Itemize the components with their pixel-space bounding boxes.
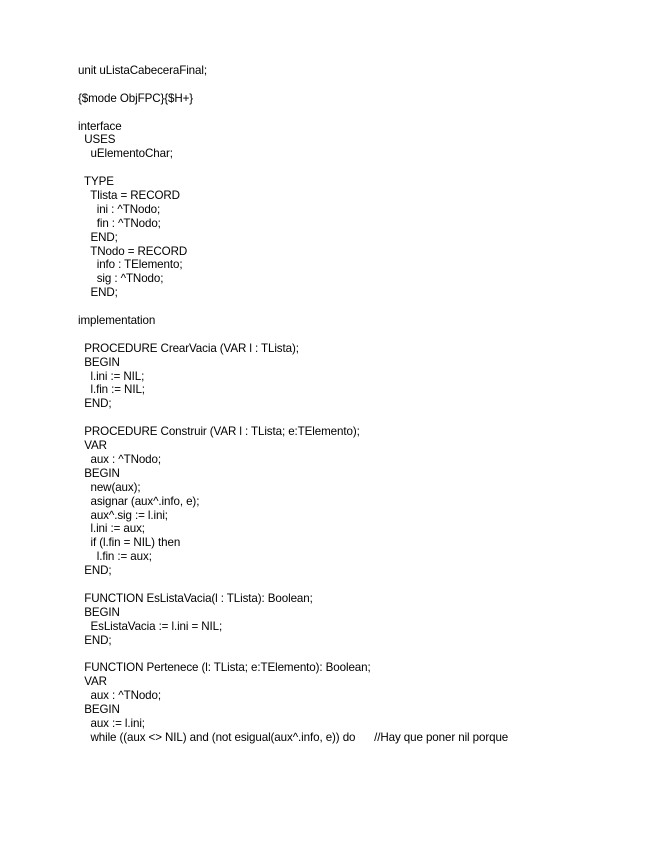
code-line: l.fin := NIL; — [78, 383, 145, 397]
code-line: aux := l.ini; — [78, 716, 145, 730]
code-line — [78, 106, 638, 120]
code-line: aux : ^TNodo; — [78, 689, 162, 703]
code-line: interface — [78, 119, 122, 133]
source-code-listing — [78, 64, 638, 745]
code-line: BEGIN — [78, 466, 120, 480]
code-line: unit uListaCabeceraFinal; — [78, 64, 207, 77]
code-line: l.fin := aux; — [78, 550, 152, 564]
code-line: END; — [78, 564, 112, 578]
code-line: BEGIN — [78, 605, 120, 619]
code-line: PROCEDURE Construir (VAR l : TLista; e:TElemento); — [78, 425, 360, 439]
code-line — [78, 411, 638, 425]
code-line: END; — [78, 633, 112, 647]
code-line: Tlista = RECORD — [78, 189, 180, 203]
code-line: l.ini := NIL; — [78, 369, 145, 383]
code-line: FUNCTION Pertenece (l: TLista; e:TElemento): Boolean; — [78, 661, 371, 675]
code-line: l.ini := aux; — [78, 522, 145, 536]
code-line: while ((aux <> NIL) and (not esigual(aux^.info, e)) do //Hay que poner nil porque — [78, 730, 509, 744]
code-line: FUNCTION EsListaVacia(l : TLista): Boolean; — [78, 591, 313, 605]
code-line: aux^.sig := l.ini; — [78, 508, 168, 522]
code-line: USES — [78, 133, 116, 147]
code-line — [78, 300, 638, 314]
code-line: info : TElemento; — [78, 258, 183, 272]
code-line: asignar (aux^.info, e); — [78, 494, 200, 508]
code-line: sig : ^TNodo; — [78, 272, 164, 286]
code-line — [78, 161, 638, 175]
code-line: fin : ^TNodo; — [78, 216, 161, 230]
code-line: END; — [78, 286, 118, 300]
code-line: BEGIN — [78, 702, 120, 716]
code-line: BEGIN — [78, 355, 120, 369]
code-line: END; — [78, 397, 112, 411]
code-line — [78, 78, 638, 92]
code-line — [78, 647, 638, 661]
code-line — [78, 578, 638, 592]
code-line: uElementoChar; — [78, 147, 173, 161]
code-line: {$mode ObjFPC}{$H+} — [78, 91, 194, 105]
code-line: ini : ^TNodo; — [78, 202, 161, 216]
code-line: VAR — [78, 439, 107, 453]
code-line: TYPE — [78, 175, 114, 189]
code-line: new(aux); — [78, 480, 141, 494]
code-line — [78, 328, 638, 342]
code-line: END; — [78, 230, 118, 244]
code-line: PROCEDURE CrearVacia (VAR l : TLista); — [78, 341, 299, 355]
code-line: EsListaVacia := l.ini = NIL; — [78, 619, 223, 633]
code-line: implementation — [78, 314, 156, 328]
code-line: if (l.fin = NIL) then — [78, 536, 181, 550]
code-line: aux : ^TNodo; — [78, 452, 162, 466]
code-line: VAR — [78, 675, 107, 689]
code-line: TNodo = RECORD — [78, 244, 188, 258]
